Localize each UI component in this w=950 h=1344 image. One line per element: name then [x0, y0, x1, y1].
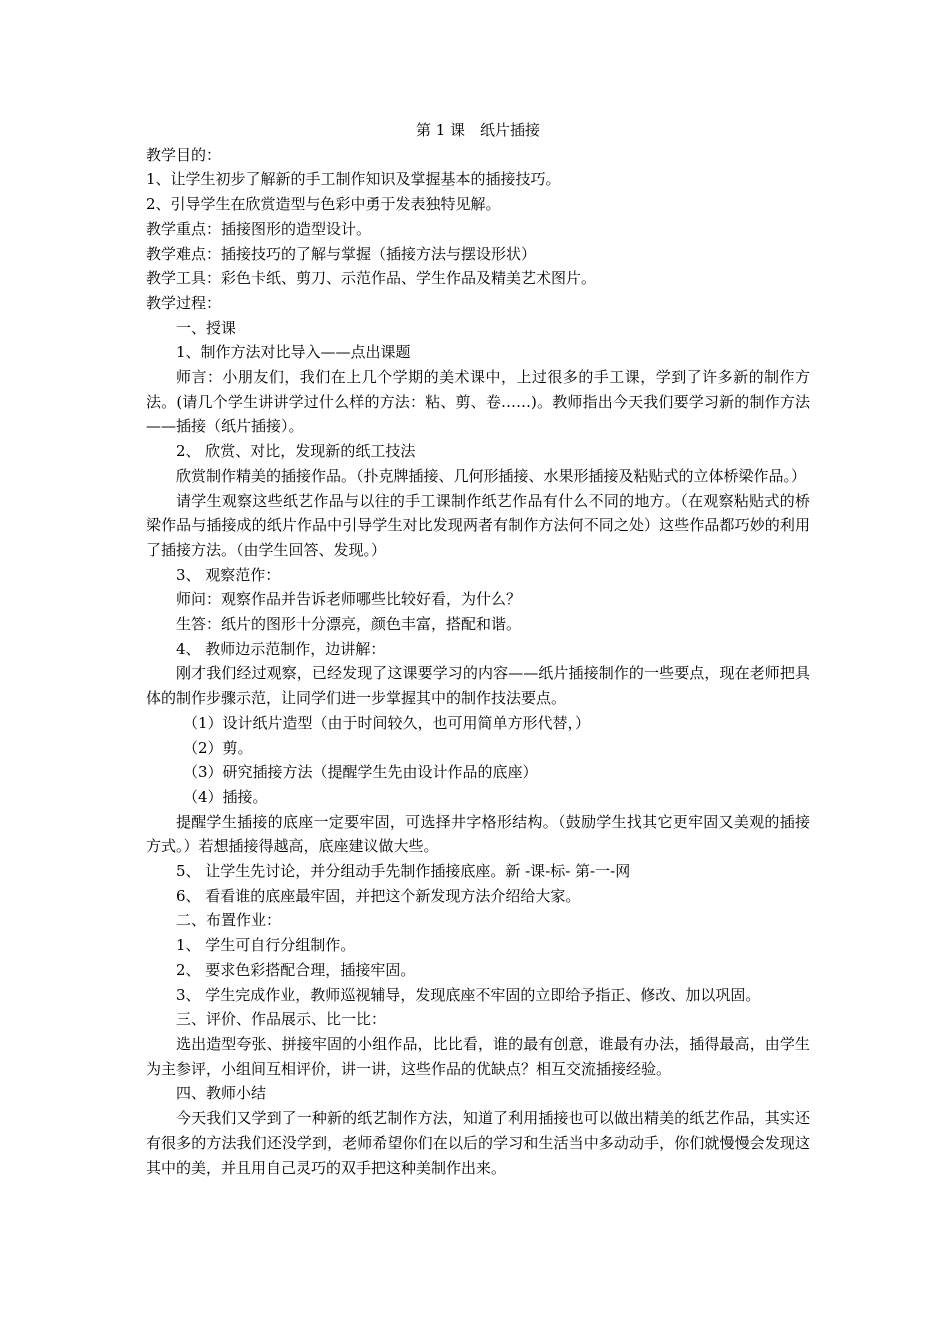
document-page [146, 118, 810, 1180]
substep-1: （1）设计纸片造型（由于时间较久，也可用简单方形代替，） [183, 713, 591, 732]
process-heading: 教学过程： [146, 293, 222, 312]
observation-paragraph: 请学生观察这些纸艺作品与以往的手工课制作纸艺作品有什么不同的地方。（在观察粘贴式的桥梁作品与插接成的纸片作品中引导学生对比发现两者有制作方法何不同之处）这些作品都巧妙的利用了插接方法。（由学生回答、发现。） [146, 491, 810, 559]
objectives-heading: 教学目的： [146, 145, 222, 164]
teacher-question: 师问：观察作品并告诉老师哪些比较好看，为什么？ [176, 590, 522, 609]
lesson-title: 第 1 课 纸片插接 [415, 121, 541, 139]
summary-paragraph: 今天我们又学到了一种新的纸艺制作方法，知道了利用插接也可以做出精美的纸艺作品，其实还有很多的方法我们还没学到，老师希望你们在以后的学习和生活当中多动动手，你们就慢慢会发现这其中的美，并且用自己灵巧的双手把这种美制作出来。 [146, 1109, 810, 1177]
step-2-heading: 2、 欣赏、对比，发现新的纸工技法 [176, 442, 416, 461]
step-1-heading: 1、制作方法对比导入——点出课题 [176, 343, 411, 362]
substep-4: （4）插接。 [183, 787, 268, 806]
objective-2: 2、引导学生在欣赏造型与色彩中勇于发表独特见解。 [146, 195, 501, 214]
homework-2: 2、 要求色彩搭配合理，插接牢固。 [176, 960, 416, 979]
step-3-heading: 3、 观察范作： [176, 565, 281, 584]
student-answer: 生答：纸片的图形十分漂亮，颜色丰富，搭配和谐。 [176, 615, 522, 634]
difficulty: 教学难点：插接技巧的了解与掌握（插接方法与摆设形状） [146, 244, 537, 263]
evaluation-paragraph: 选出造型夸张、拼接牢固的小组作品，比比看，谁的最有创意，谁最有办法，插得最高，由学生为主参评，小组间互相评价，讲一讲，这些作品的优缺点？相互交流插接经验。 [146, 1035, 810, 1078]
substep-3: （3）研究插接方法（提醒学生先由设计作品的底座） [183, 763, 538, 782]
section-4-heading: 四、教师小结 [176, 1084, 267, 1103]
substep-2: （2）剪。 [183, 738, 253, 757]
homework-1: 1、 学生可自行分组制作。 [176, 936, 356, 955]
teacher-intro-paragraph: 师言：小朋友们，我们在上几个学期的美术课中，上过很多的手工课，学到了许多新的制作方法。(请几个学生讲讲学过什么样的方法：粘、剪、卷……)。教师指出今天我们要学习新的制作方法——插接（纸片插接）。 [146, 368, 810, 436]
section-2-heading: 二、布置作业： [176, 911, 282, 930]
objective-1: 1、让学生初步了解新的手工制作知识及掌握基本的插接技巧。 [146, 170, 561, 189]
step-4-heading: 4、 教师边示范制作，边讲解： [176, 639, 386, 658]
appreciation-paragraph: 欣赏制作精美的插接作品。（扑克牌插接、几何形插接、水果形插接及粘贴式的立体桥梁作品。） [176, 466, 807, 485]
section-1-heading: 一、授课 [176, 318, 237, 337]
homework-3: 3、 学生完成作业，教师巡视辅导，发现底座不牢固的立即给予指正、修改、加以巩固。 [176, 985, 761, 1004]
base-reminder-paragraph: 提醒学生插接的底座一定要牢固，可选择井字格形结构。（鼓励学生找其它更牢固又美观的插接方式。）若想插接得越高，底座建议做大些。 [146, 812, 810, 856]
section-3-heading: 三、评价、作品展示、比一比： [176, 1010, 387, 1029]
step-6: 6、 看看谁的底座最牢固，并把这个新发现方法介绍给大家。 [176, 886, 581, 905]
step-5: 5、 让学生先讨论，并分组动手先制作插接底座。新 -课-标- 第-一-网 [176, 862, 631, 881]
tools: 教学工具：彩色卡纸、剪刀、示范作品、学生作品及精美艺术图片。 [146, 269, 597, 288]
key-point: 教学重点：插接图形的造型设计。 [146, 219, 372, 238]
demonstration-paragraph: 刚才我们经过观察，已经发现了这课要学习的内容——纸片插接制作的一些要点，现在老师把具体的制作步骤示范，让同学们进一步掌握其中的制作技法要点。 [146, 664, 810, 708]
